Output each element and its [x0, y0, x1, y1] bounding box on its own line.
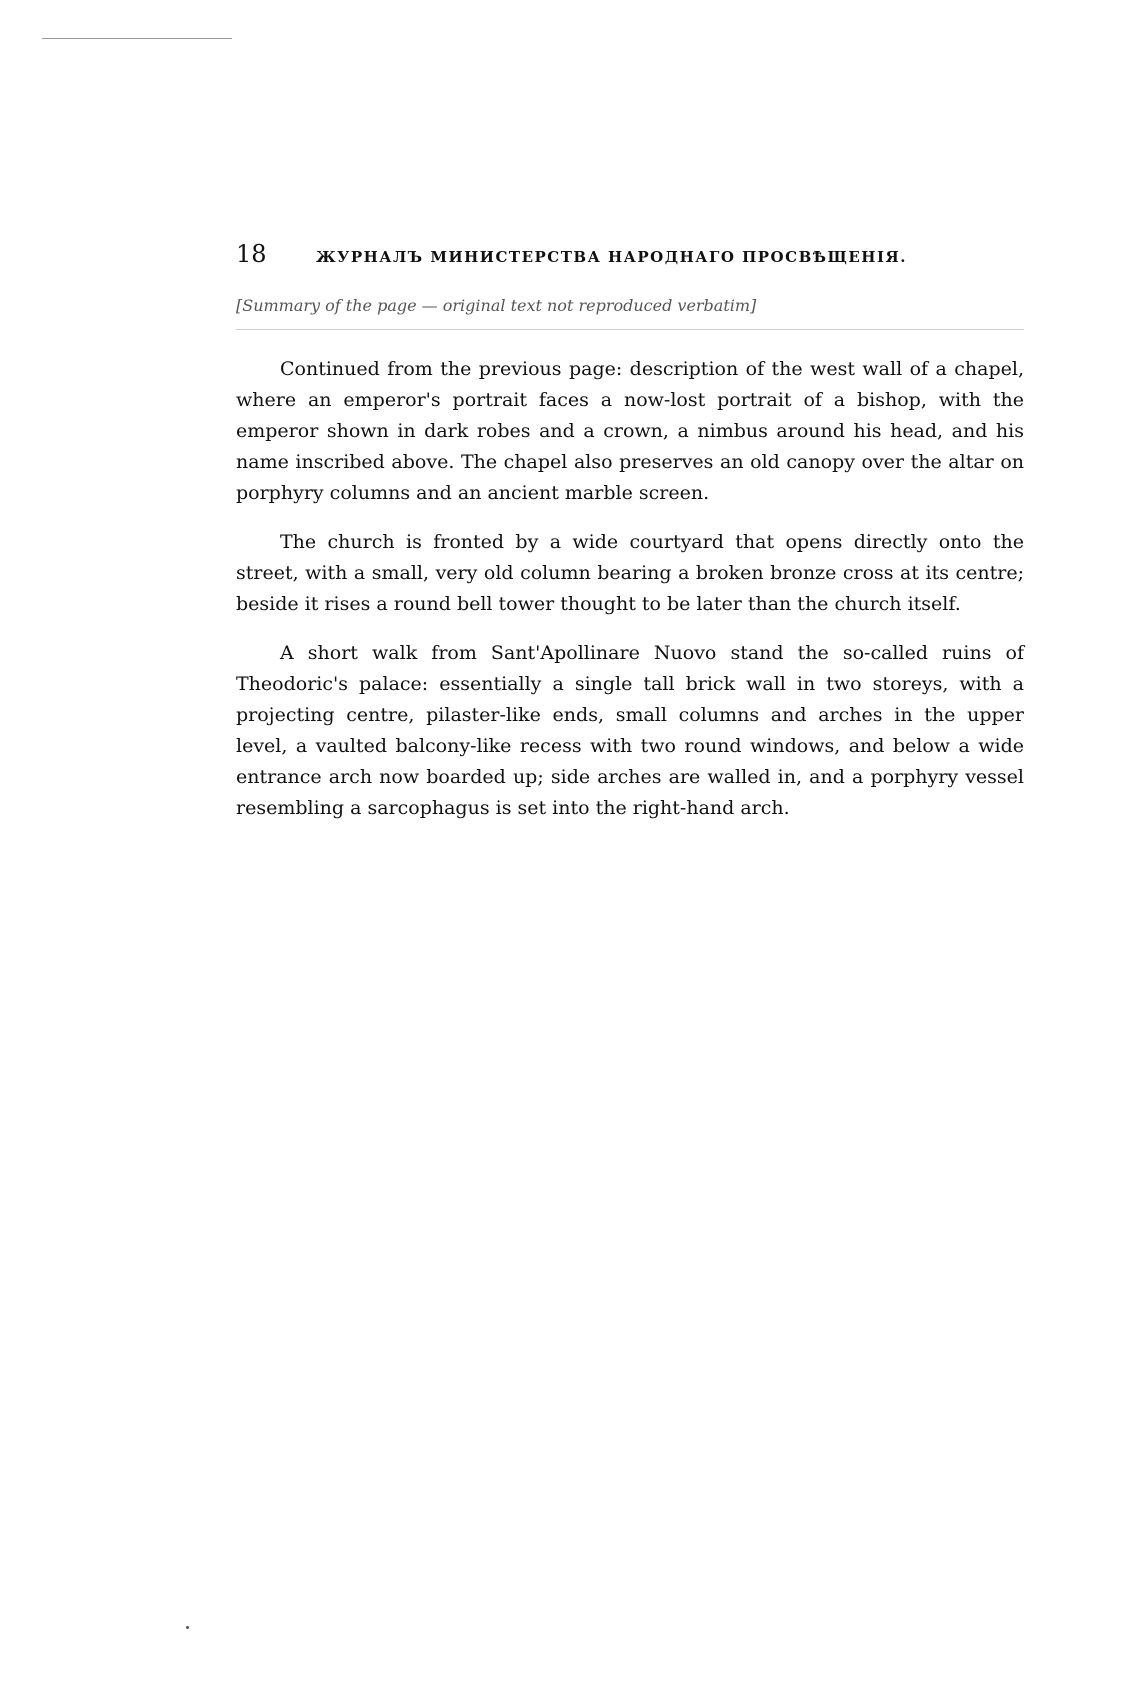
- summary-note: [Summary of the page — original text not reproduced verbatim]: [236, 296, 1024, 330]
- scan-edge-rule: [42, 38, 232, 39]
- scan-speck: [186, 1626, 189, 1629]
- page-number: 18: [236, 240, 267, 268]
- paragraph-2: The church is fronted by a wide courtyard that opens directly onto the street, with a small, very old column bearing a broken bronze cross at its centre; beside it rises a round bell tower thought to be later than the church itself.: [236, 531, 1024, 615]
- paragraph-3: A short walk from Sant'Apollinare Nuovo stand the so-called ruins of Theodoric's palace: essentially a single tall brick wall in two storeys, with a projecting centre, pilaster-like ends, small columns and arches in the upper level, a vaulted balcony-like recess with two round windows, and below a wide entrance arch now boarded up; side arches are walled in, and a porphyry vessel resembling a sarcophagus is set into the right-hand arch.: [236, 642, 1024, 819]
- running-head: [236, 240, 1024, 268]
- document-page: [236, 240, 1024, 842]
- journal-title: ЖУРНАЛЪ МИНИСТЕРСТВА НАРОДНАГО ПРОСВѢЩЕНІЯ.: [316, 248, 907, 266]
- paragraph-1: Continued from the previous page: description of the west wall of a chapel, where an emperor's portrait faces a now-lost portrait of a bishop, with the emperor shown in dark robes and a crown, a nimbus around his head, and his name inscribed above. The chapel also preserves an old canopy over the altar on porphyry columns and an ancient marble screen.: [236, 358, 1024, 504]
